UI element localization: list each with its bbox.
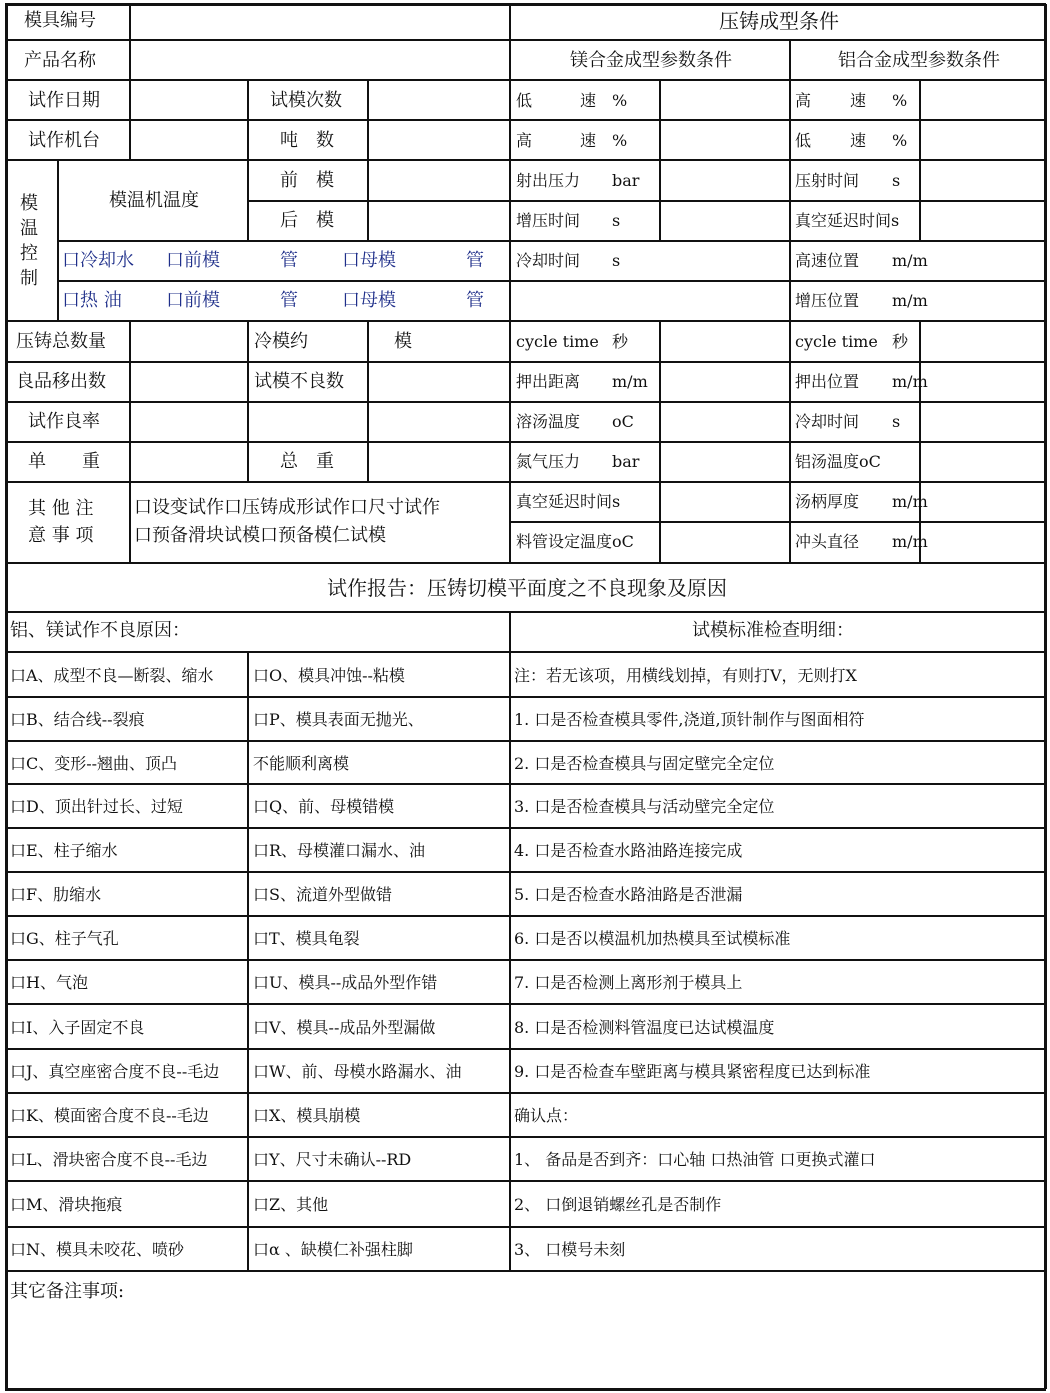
- grid-line: [6, 740, 1045, 742]
- oil-mother-pipe-label: 管: [466, 290, 484, 311]
- defect-a-item[interactable]: 口C、变形--翘曲、顶凸: [10, 753, 178, 773]
- mg-row-unit: bar: [612, 171, 640, 190]
- mg-row-mid: 速: [580, 91, 597, 110]
- mg-row-label: cycle time: [516, 332, 599, 351]
- al-row-unit: m/m: [892, 492, 928, 511]
- checklist-item[interactable]: 注：若无该项，用横线划掉，有则打V，无则打X: [514, 665, 857, 685]
- grid-line: [6, 361, 1045, 363]
- al-row-unit: s: [892, 412, 901, 431]
- trial-date-label: 试作日期: [28, 90, 100, 111]
- cooling-front-mold-checkbox[interactable]: 口前模: [166, 250, 220, 271]
- grid-line: [6, 1180, 1045, 1182]
- checklist-item[interactable]: 2. 口是否检查模具与固定壁完全定位: [514, 753, 775, 773]
- grid-line: [129, 4, 131, 160]
- grid-line: [247, 80, 249, 241]
- oil-front-pipe-label: 管: [280, 290, 298, 311]
- mg-row-label: 冷却时间: [516, 251, 581, 270]
- grid-line: [6, 871, 1045, 873]
- unit-weight-label: 单 重: [28, 451, 100, 472]
- checklist-item[interactable]: 8. 口是否检测料管温度已达试模温度: [514, 1017, 775, 1037]
- product-name-label: 产品名称: [24, 50, 96, 71]
- grid-line: [6, 119, 1045, 121]
- al-row-unit: %: [892, 91, 908, 110]
- checklist-item[interactable]: 4. 口是否检查水路油路连接完成: [514, 841, 743, 860]
- total-castings-label: 压铸总数量: [16, 331, 106, 352]
- al-row-unit: m/m: [892, 251, 928, 270]
- al-row-label: 低: [795, 131, 812, 150]
- defect-b-item[interactable]: 口P、模具表面无抛光、: [253, 710, 424, 729]
- al-row-label: 铝汤温度oC: [795, 452, 881, 471]
- cold-mold-label: 冷模约: [254, 331, 308, 352]
- mg-row-unit: bar: [612, 452, 640, 471]
- good-out-label: 良品移出数: [16, 371, 106, 392]
- defect-b-item[interactable]: 不能顺利离模: [253, 753, 350, 773]
- defect-a-item[interactable]: 口G、柱子气孔: [10, 929, 119, 948]
- mg-row-unit: %: [612, 131, 628, 150]
- grid-line: [5, 3, 1046, 6]
- report-title: 试作报告：压铸切模平面度之不良现象及原因: [327, 576, 727, 600]
- al-row-label: 冲头直径: [795, 532, 860, 551]
- defect-count-label: 试模不良数: [254, 371, 344, 392]
- grid-line: [6, 1226, 1045, 1228]
- grid-line: [6, 441, 1045, 443]
- total-weight-label: 总 重: [280, 451, 334, 472]
- grid-line: [6, 827, 1045, 829]
- defect-a-item[interactable]: 口M、滑块拖痕: [10, 1195, 123, 1214]
- checklist-item[interactable]: 确认点：: [514, 1106, 579, 1125]
- al-row-unit: m/m: [892, 372, 928, 391]
- grid-line: [6, 651, 1045, 653]
- checklist-item[interactable]: 3、 口模号未刻: [514, 1240, 626, 1259]
- defect-b-item[interactable]: 口Q、前、母模错模: [253, 797, 395, 816]
- mg-row-unit: s: [612, 251, 621, 270]
- grid-line: [6, 79, 1045, 81]
- grid-line: [5, 1388, 1046, 1391]
- yield-label: 试作良率: [28, 411, 100, 432]
- al-row-label: 压射时间: [795, 171, 860, 190]
- defect-b-item[interactable]: 口T、模具龟裂: [253, 929, 360, 948]
- defect-b-item[interactable]: 口Z、其他: [253, 1195, 329, 1214]
- mg-row-unit: s: [612, 211, 621, 230]
- al-row-unit: m/m: [892, 532, 928, 551]
- grid-line: [509, 4, 511, 563]
- grid-line: [367, 80, 369, 241]
- mg-row-label: 押出距离: [516, 372, 581, 391]
- mg-row-unit: %: [612, 91, 628, 110]
- mg-row-label: 料管设定温度oC: [516, 532, 634, 551]
- grid-line: [58, 240, 1045, 242]
- rear-mold-label: 后 模: [280, 210, 334, 231]
- grid-line: [367, 321, 369, 482]
- oil-mother-mold-checkbox[interactable]: 口母模: [342, 290, 396, 311]
- al-row-unit: m/m: [892, 291, 928, 310]
- grid-line: [6, 611, 1045, 613]
- oil-front-mold-checkbox[interactable]: 口前模: [166, 290, 220, 311]
- defect-a-item[interactable]: 口J、真空座密合度不良--毛边: [10, 1062, 220, 1081]
- defect-b-item[interactable]: 口O、模具冲蚀--粘模: [253, 665, 405, 685]
- grid-line: [6, 159, 1045, 161]
- defect-a-item[interactable]: 口F、肋缩水: [10, 885, 102, 904]
- grid-line: [6, 696, 1045, 698]
- grid-line: [659, 321, 661, 563]
- defect-b-item[interactable]: 口Y、尺寸未确认--RD: [253, 1150, 412, 1169]
- defect-b-item[interactable]: 口S、流道外型做错: [253, 885, 392, 904]
- grid-line: [919, 321, 921, 563]
- grid-line: [6, 959, 1045, 961]
- mg-row-label: 溶汤温度: [516, 412, 581, 431]
- defect-b-item[interactable]: 口V、模具--成品外型漏做: [253, 1017, 436, 1037]
- defect-b-item[interactable]: 口α 、缺模仁补强柱脚: [253, 1240, 413, 1259]
- trial-count-label: 试模次数: [270, 90, 342, 111]
- grid-line: [57, 160, 59, 321]
- mold-no-label: 模具编号: [24, 10, 96, 31]
- al-row-label: 汤柄厚度: [795, 492, 860, 511]
- al-row-mid: 速: [850, 91, 867, 110]
- grid-line: [6, 401, 1045, 403]
- grid-line: [247, 321, 249, 482]
- grid-line: [6, 783, 1045, 785]
- al-row-label: 押出位置: [795, 372, 860, 391]
- mold-temp-machine-label: 模温机温度: [109, 190, 199, 211]
- other-remarks-label: 其它备注事项:: [10, 1281, 125, 1302]
- defect-a-item[interactable]: 口L、滑块密合度不良--毛边: [10, 1150, 208, 1169]
- al-row-mid: 速: [850, 131, 867, 150]
- notes-options-line1[interactable]: 口设变试作口压铸成形试作口尺寸试作: [134, 497, 440, 518]
- defect-b-item[interactable]: 口X、模具崩模: [253, 1106, 361, 1125]
- mg-row-label: 真空延迟时间: [516, 492, 613, 511]
- mg-row-unit: m/m: [612, 372, 648, 391]
- defect-b-item[interactable]: 口U、模具--成品外型作错: [253, 973, 438, 992]
- defect-a-item[interactable]: 口E、柱子缩水: [10, 841, 118, 860]
- grid-line: [58, 280, 1045, 282]
- al-row-unit: %: [892, 131, 908, 150]
- defect-a-item[interactable]: 口H、气泡: [10, 973, 88, 992]
- mg-row-label: 高: [516, 131, 533, 150]
- temp-control-label: 模 温 控 制: [20, 193, 38, 289]
- checklist-item[interactable]: 2、 口倒退销螺丝孔是否制作: [514, 1195, 722, 1214]
- grid-line: [6, 1048, 1045, 1050]
- defect-b-item[interactable]: 口R、母模灌口漏水、油: [253, 841, 426, 860]
- mg-params-heading: 镁合金成型参数条件: [570, 50, 732, 71]
- defect-a-item[interactable]: 口B、结合线--裂痕: [10, 710, 145, 729]
- defect-a-item[interactable]: 口K、模面密合度不良--毛边: [10, 1106, 209, 1125]
- al-row-label: 真空延迟时间s: [795, 211, 900, 230]
- cold-mold-unit: 模: [394, 331, 412, 352]
- grid-line: [6, 1092, 1045, 1094]
- tonnage-label: 吨 数: [280, 130, 334, 151]
- al-row-label: 增压位置: [795, 291, 860, 310]
- grid-line: [6, 1270, 1045, 1272]
- grid-line: [919, 80, 921, 241]
- cooling-water-checkbox[interactable]: 口冷却水: [62, 250, 134, 271]
- notes-options-line2[interactable]: 口预备滑块试模口预备模仁试模: [134, 525, 386, 546]
- mg-row-unit: oC: [612, 412, 634, 431]
- grid-line: [6, 320, 1045, 322]
- grid-line: [659, 80, 661, 241]
- al-row-label: 冷却时间: [795, 412, 860, 431]
- grid-line: [6, 915, 1045, 917]
- cooling-mother-pipe-label: 管: [466, 250, 484, 271]
- notes-label: 其 他 注 意 事 项: [28, 498, 94, 546]
- defect-heading: 铝、镁试作不良原因：: [10, 620, 190, 641]
- checklist-item[interactable]: 3. 口是否检查模具与活动壁完全定位: [514, 797, 775, 816]
- checklist-item[interactable]: 1. 口是否检查模具零件,浇道,顶针制作与图面相符: [514, 710, 865, 729]
- defect-a-item[interactable]: 口A、成型不良—断裂、缩水: [10, 665, 214, 685]
- defect-a-item[interactable]: 口I、入子固定不良: [10, 1017, 145, 1037]
- grid-line: [509, 612, 511, 1271]
- checklist-item[interactable]: 5. 口是否检查水路油路是否泄漏: [514, 885, 743, 904]
- grid-line: [789, 40, 791, 563]
- grid-line: [129, 321, 131, 563]
- defect-b-item[interactable]: 口W、前、母模水路漏水、油: [253, 1062, 462, 1081]
- grid-line: [247, 652, 249, 1271]
- al-row-label: cycle time: [795, 332, 878, 351]
- al-row-label: 高: [795, 91, 812, 110]
- checklist-item[interactable]: 1、 备品是否到齐：口心轴 口热油管 口更换式灌口: [514, 1150, 876, 1169]
- grid-line: [510, 521, 1045, 523]
- grid-line: [6, 481, 1045, 483]
- checklist-item[interactable]: 9. 口是否检查车壁距离与模具紧密程度已达到标准: [514, 1062, 871, 1081]
- grid-line: [6, 1003, 1045, 1005]
- grid-line: [6, 562, 1045, 564]
- front-mold-label: 前 模: [280, 170, 334, 191]
- mg-row-unit: s: [612, 492, 621, 511]
- mg-row-unit: 秒: [612, 332, 629, 351]
- al-row-unit: 秒: [892, 332, 909, 351]
- cooling-front-pipe-label: 管: [280, 250, 298, 271]
- grid-line: [6, 39, 1045, 41]
- mg-row-mid: 速: [580, 131, 597, 150]
- mg-row-label: 低: [516, 91, 533, 110]
- al-params-heading: 铝合金成型参数条件: [838, 50, 1000, 71]
- al-row-label: 高速位置: [795, 251, 860, 270]
- mg-row-label: 氮气压力: [516, 452, 581, 471]
- mg-row-label: 增压时间: [516, 211, 581, 230]
- mg-row-label: 射出压力: [516, 171, 581, 190]
- defect-a-item[interactable]: 口D、顶出针过长、过短: [10, 797, 183, 816]
- checklist-item[interactable]: 6. 口是否以模温机加热模具至试模标准: [514, 929, 791, 948]
- grid-line: [6, 1136, 1045, 1138]
- hot-oil-checkbox[interactable]: 口热 油: [62, 290, 122, 311]
- checklist-heading: 试模标准检查明细：: [692, 620, 854, 641]
- defect-a-item[interactable]: 口N、模具未咬花、喷砂: [10, 1240, 185, 1259]
- al-row-unit: s: [892, 171, 901, 190]
- trial-machine-label: 试作机台: [28, 130, 100, 151]
- cooling-mother-mold-checkbox[interactable]: 口母模: [342, 250, 396, 271]
- casting-conditions-title: 压铸成型条件: [719, 9, 839, 33]
- checklist-item[interactable]: 7. 口是否检测上离形剂于模具上: [514, 973, 743, 992]
